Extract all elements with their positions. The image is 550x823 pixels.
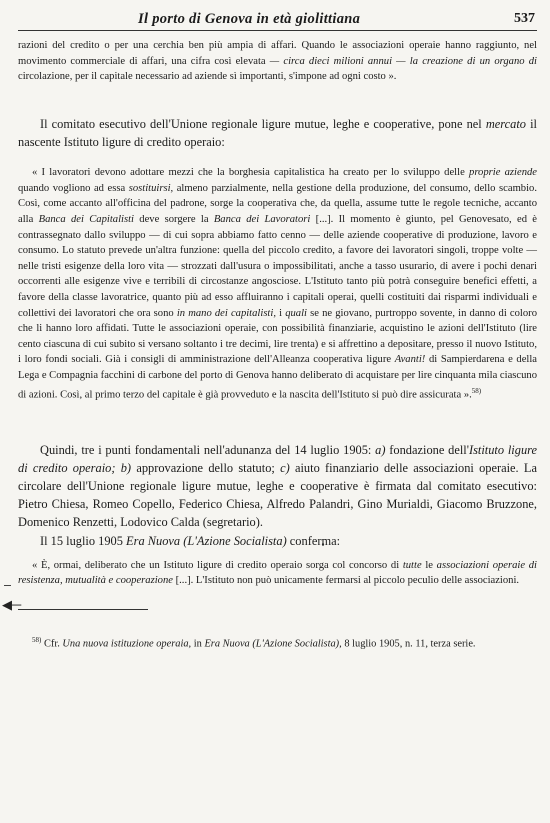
footnote-ref-58: 58) bbox=[471, 386, 482, 395]
hand-pointer-icon: ◀─ bbox=[2, 597, 22, 612]
margin-dash-mark bbox=[4, 585, 11, 586]
paragraph-era-nuova: Il 15 luglio 1905 Era Nuova (L'Azione Socialista) conferma: bbox=[40, 533, 341, 548]
block-quote-era-nuova: « È, ormai, deliberato che un Istituto ligure di credito operaio sorga col concorso di tutte le associazioni operaie di resistenza, mutualità e cooperazione [...]. L'Istituto non può unicamente fermarsi al piccolo peculio delle associazioni. bbox=[18, 559, 537, 587]
running-title: Il porto di Genova in età giolittiana bbox=[138, 11, 361, 27]
footnote-divider bbox=[18, 609, 148, 610]
page-number: 537 bbox=[514, 11, 535, 26]
book-page bbox=[18, 8, 537, 653]
page-header bbox=[18, 8, 537, 31]
block-quote-circular: « I lavoratori devono adottare mezzi che la borghesia capitalistica ha creato per lo sviluppo delle proprie aziende quando vogliono ad essa sostituirsi, almeno parzialmente, nella gestione della produzione, del consumo, dello scambio. Così, come accanto all'officina del padrone, sorge la cooperativa che, da quella, assume tutte le regole tecniche, accanto alla Banca dei Capitalisti deve sorgere la Banca dei Lavoratori [...]. Il momento è giunto, pel Genovesato, ed è contrassegnato dallo sviluppo — di cui sopra abbiamo fatto cenno — delle aziende cooperative di produzione, lavoro e consumo. Lo statuto prevede un'altra funzione: quella del piccolo credito, a favore dei lavoratori singoli, troppe volte — nelle tristi esigenze della loro vita — strozzati dall'usura o impossibilitati, anche a tasso usurario, di avere i pochi denari occorrenti alle esigenze vive e terribili di circostanze angosciose. L'Istituto tanto più potrà conseguire benefici effetti, a favore della classe lavoratrice, quanto più ad esso affluiranno i capitali operai, quelli costituiti dai risparmi individuali e collettivi dei lavoratori che ora sono in mano dei capitalisti, i quali se ne giovano, purtroppo sovente, in danno di coloro che li hanno loro affidati. Tutte le associazioni operaie, con possibilità finanziarie, acquistino le azioni dell'Istituto (lire cento ciascuna di cui subito si versano soltanto i tre decimi, lire trenta) e si affrettino a depositare, presso il nuovo Istituto, i loro fondi sociali. Già i consigli di amministrazione dell'Alleanza cooperativa ligure Avanti! di Sampierdarena e della Lega e Compagnia facchini di carbone del porto di Genova hanno deliberato di acquistare per lire cinquanta mila ciascuno di azioni. Così, al primo terzo del capitale è già provveduto e la nascita dell'Istituto si può dire assicurata ».$^{58)}$ bbox=[18, 167, 538, 401]
paragraph-quindi: Quindi, tre i punti fondamentali nell'adunanza del 14 luglio 1905: a) fondazione dell'Istituto ligure di credito operaio; b) approvazione dello statuto; c) aiuto finanziario delle associazioni operaie. La circolare dell'Unione regionale ligure mutue, leghe e cooperative è firmata dal comitato esecutivo: Pietro Chiesa, Romeo Copello, Federico Chiesa, Alfredo Palandri, Gino Murialdi, Giacomo Bruzzone, Domenico Renzetti, Lodovico Calda (segretario). bbox=[18, 442, 538, 530]
quote-continuation: razioni del credito o per una cerchia ben più ampia di affari. Quando le associazioni operaie hanno raggiunto, nel movimento commerciale di affari, una cifra così elevata — circa dieci milioni annui — la creazione di un organo di circolazione, per il capitale necessario ad aziende sì importanti, s'impone ad ogni costo ». bbox=[18, 40, 537, 83]
footnote-58: $^{58)}$ Cfr. Una nuova istituzione operaia, in Era Nuova (L'Azione Socialista), 8 luglio 1905, n. 11, terza serie. bbox=[32, 636, 476, 650]
paragraph-intro: Il comitato esecutivo dell'Unione regionale ligure mutue, leghe e cooperative, pone nel mercato il nascente Istituto ligure di credito operaio: bbox=[18, 116, 537, 149]
margin-annotations bbox=[0, 0, 20, 823]
